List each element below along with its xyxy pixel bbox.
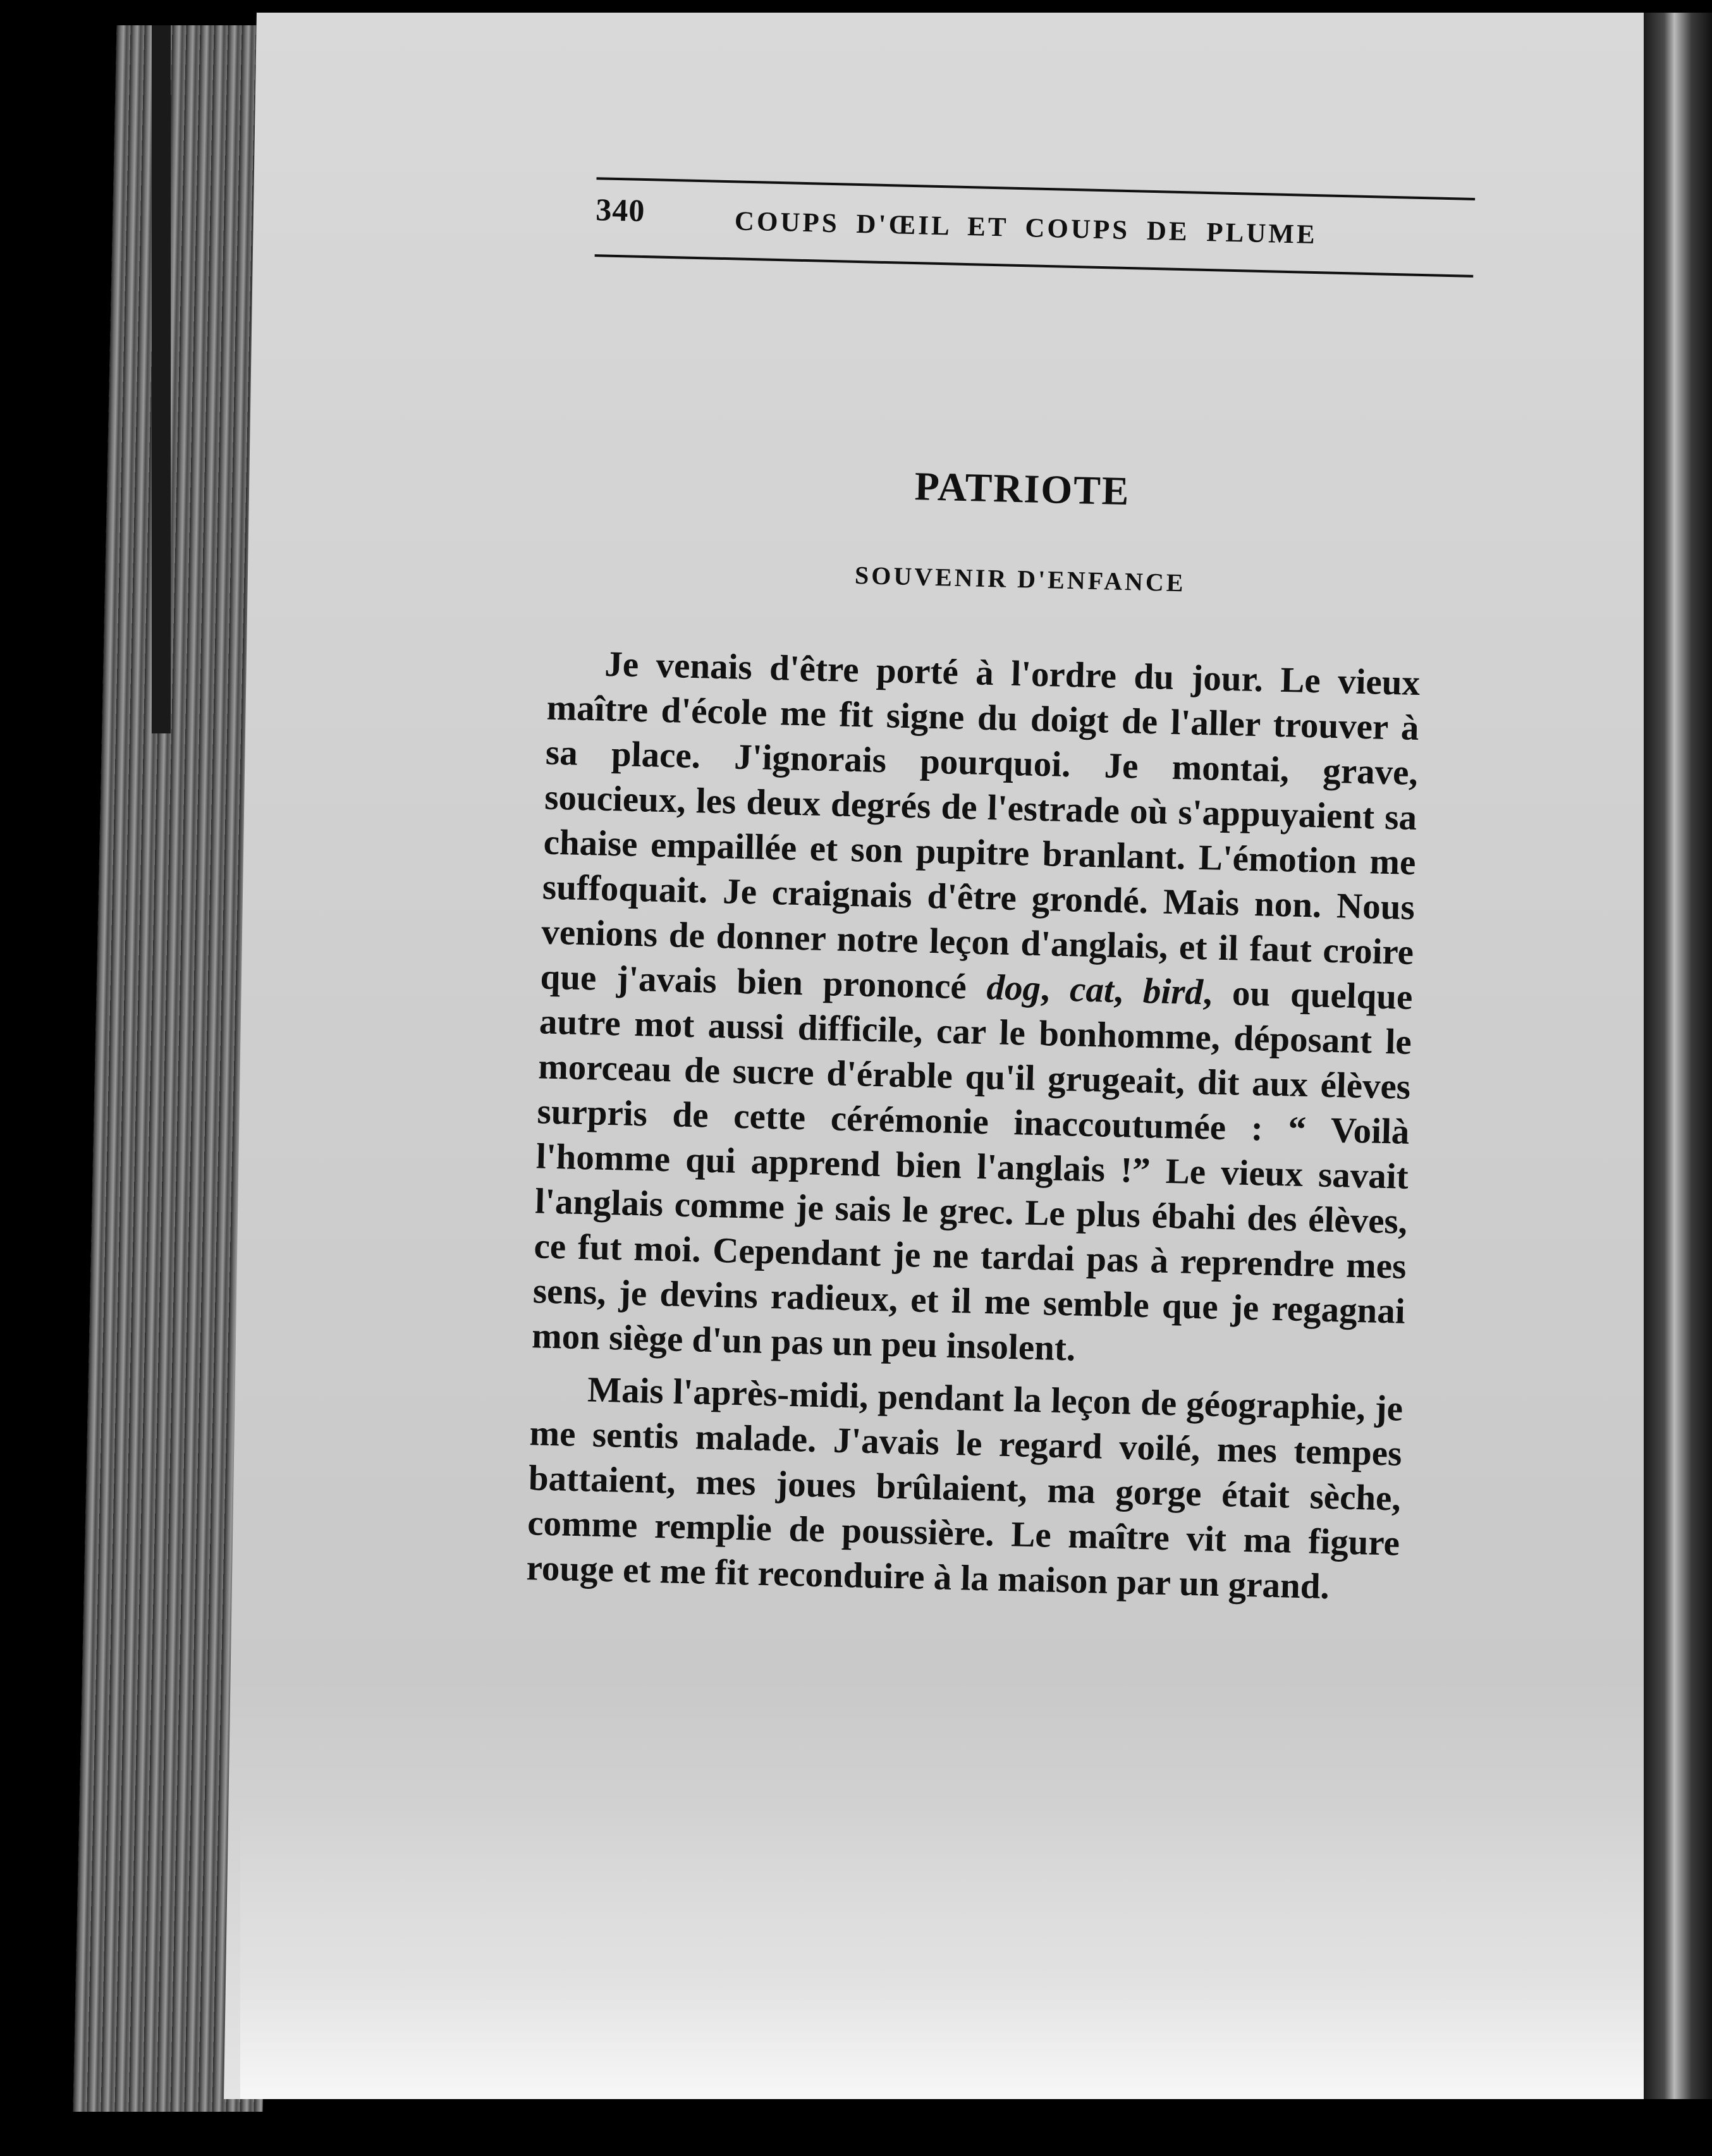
paragraph-1-text-b: , ou quelque autre mot aussi difficile, car le bonhomme, déposant le morceau de sucre d'érable qu'il grugeait, dit aux élèves surpris de cette cérémonie inaccoutumée : “ Voilà l'homme qui apprend bien l'anglais !” Le vieux savait l'anglais comme je sais le grec. Le plus ébahi des élèves, ce fut moi. Cependant je ne tardai pas à reprendre mes sens, je devins radieux, et il me semble que je regagnai mon siège d'un pas un peu insolent. <box>531 972 1414 1369</box>
separator: , <box>1040 969 1070 1010</box>
chapter-subtitle: SOUVENIR D'ENFANCE <box>854 561 1186 597</box>
running-title: COUPS D'ŒIL ET COUPS DE PLUME <box>734 206 1318 250</box>
body-text <box>526 640 1421 1619</box>
separator: , <box>1113 970 1144 1011</box>
page-number: 340 <box>595 192 645 229</box>
italic-word-cat: cat <box>1069 969 1115 1010</box>
header-rule-bottom <box>595 254 1474 278</box>
paragraph-2: Mais l'après-midi, pendant la leçon de géographie, je me sentis malade. J'avais le regard voilé, mes tempes battaient, mes joues brûlaient, ma gorge était sèche, comme remplie de poussière. Le maître vit ma figure rouge et me fit reconduire à la maison par un grand. <box>525 1369 1403 1607</box>
paragraph-1 <box>532 640 1421 1379</box>
italic-word-bird: bird <box>1142 971 1204 1013</box>
paragraph-1-text-a: Je venais d'être porté à l'ordre du jour. Le vieux maître d'école me fit signe du doigt de l'aller trouver à sa place. J'ignorais pourquoi. Je montai, grave, soucieux, les deux degrés de l'estrade où s'appuyaient sa chaise empaillée et son pupitre branlant. L'émotion me suffoquait. Je craignais d'être grondé. Mais non. Nous venions de donner notre leçon d'anglais, et il faut croire que j'avais bien prononcé <box>539 644 1421 1008</box>
chapter-title: PATRIOTE <box>914 463 1131 514</box>
italic-word-dog: dog <box>986 967 1041 1009</box>
header-rule-top <box>596 177 1475 200</box>
